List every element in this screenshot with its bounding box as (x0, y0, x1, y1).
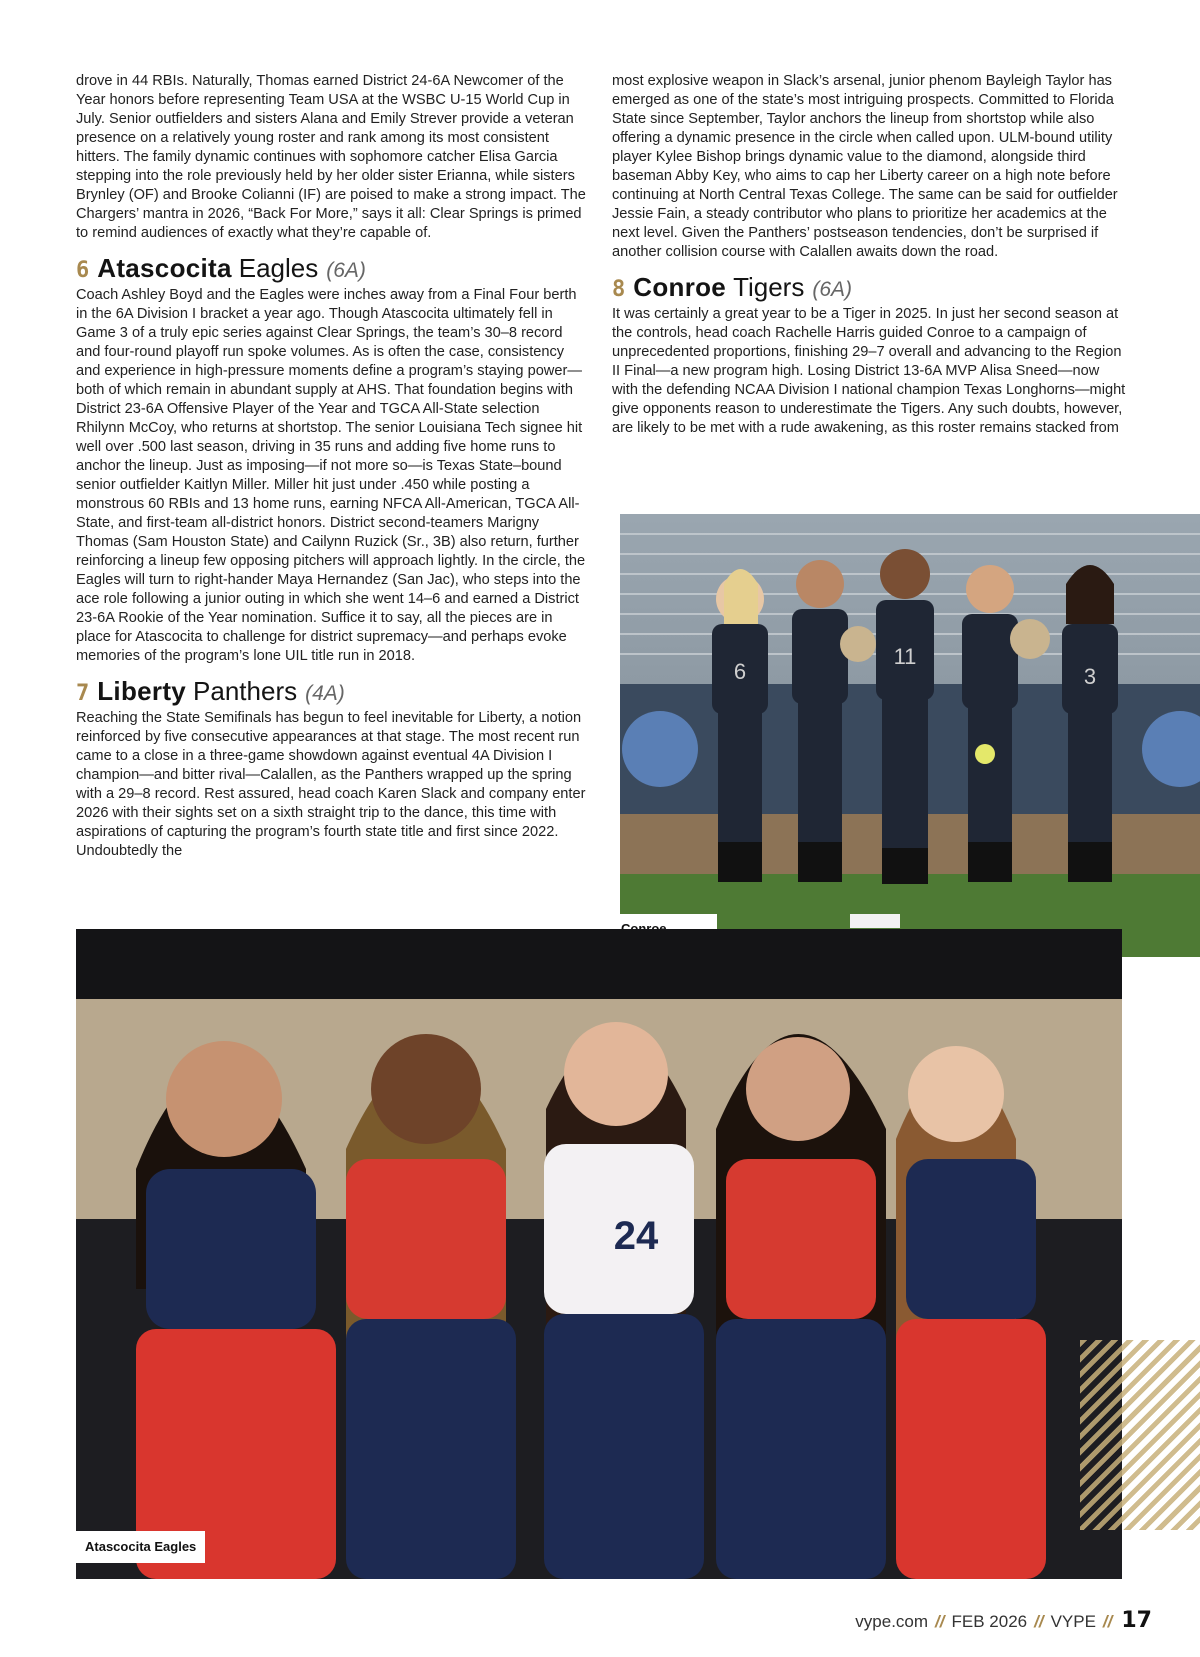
svg-text:24: 24 (613, 1214, 659, 1258)
mascot-name: Eagles (238, 253, 319, 283)
page-number: 17 (1121, 1608, 1152, 1633)
section-body-liberty: Reaching the State Semifinals has begun to feel inevitable for Liberty, a notion reinforced by five consecutive appearances at that stage. The most recent run came to a close in a three-game showdown against eventual 4A Division I champion—and bitter rival—Calallen, as the Panthers wrapped up the spring with a 29–8 record. Rest assured, head coach Karen Slack and company enter 2026 with their sights set on a sixth straight trip to the dance, this time with aspirations of capturing the program’s fourth state title and first since 2022. Undoubtedly the (76, 710, 586, 859)
footer-separator: // (935, 1612, 945, 1631)
atascocita-photo-illustration (76, 929, 1122, 1579)
section-body-conroe: It was certainly a great year to be a Tiger in 2025. In just her second season at the controls, head coach Rachelle Harris guided Conroe to a campaign of unprecedented proportions, finishing 29–7 overall and advancing to the Region II Final—a new program high. Losing District 13-6A MVP Alisa Sneed—now with the defending NCAA Division I national champion Texas Longhorns—might give opponents reason to underestimate the Tigers. Any such doubts, however, are likely to be met with a rude awakening, as this roster remains stacked from (612, 306, 1126, 436)
svg-text:6: 6 (733, 659, 747, 684)
atascocita-team-photo (76, 929, 1122, 1579)
rank-number: 8 (612, 277, 626, 302)
division-label: (6A) (326, 259, 366, 282)
section-heading-liberty (76, 676, 588, 709)
rank-number: 6 (76, 258, 90, 283)
conroe-team-photo (620, 514, 1200, 957)
school-name: Conroe (633, 272, 727, 302)
footer-separator: // (1034, 1612, 1044, 1631)
footer-issue: FEB 2026 (951, 1612, 1028, 1631)
mascot-name: Panthers (193, 676, 298, 706)
footer-brand: VYPE (1050, 1612, 1096, 1631)
section-body-atascocita: Coach Ashley Boyd and the Eagles were inches away from a Final Four berth in the 6A Division I bracket a year ago. Though Atascocita ultimately fell in Game 3 of a truly epic series against Clear Springs, the team’s 30–8 record and four-round playoff run spoke volumes. As is often the case, consistency and experience in high-pressure moments define a program’s staying power—both of which remain in abundant supply at AHS. That foundation begins with District 23-6A Offensive Player of the Year and TGCA All-State selection Rhilynn McCoy, who returns at shortstop. The senior Louisiana Tech signee hit well over .500 last season, driving in 35 runs and adding five home runs to anchor the lineup. Just as imposing—if not more so—is Texas State–bound senior outfielder Kaitlyn Miller. Miller hit just under .450 while posting a monstrous 60 RBIs and 13 home runs, earning NFCA All-American, TGCA All-State, and first-team all-district honors. District second-teamers Marigny Thomas (Sam Houston State) and Cailynn Ruzick (Sr., 3B) also return, further reinforcing a lineup few opposing pitchers will approach lightly. In the circle, the Eagles will turn to right-hander Maya Hernandez (San Jac), who steps into the ace role following a junior outing in which she went 14–6 and earned a District 23-6A Rookie of the Year nomination. Suffice it to say, all the pieces are in place for Atascocita to challenge for district supremacy—and perhaps evoke memories of the program’s lone UIL title run in 2018. (76, 287, 586, 664)
player-figures (136, 1022, 1046, 1579)
division-label: (4A) (305, 682, 345, 705)
division-label: (6A) (812, 278, 853, 301)
continued-paragraph: most explosive weapon in Slack’s arsenal, junior phenom Bayleigh Taylor has emerged as one of the state’s most intriguing prospects. Committed to Florida State since September, Taylor anchors the lineup from shortstop while also offering a dynamic presence in the circle when called upon. ULM-bound utility player Kylee Bishop brings dynamic value to the diamond, alongside third baseman Abby Key, who aims to cap her Liberty career on a high note before continuing at North Central Texas College. The same can be said for outfielder Jessie Fain, a steady contributor who plans to prioritize her academics at the next level. Given the Panthers’ postseason tendencies, don’t be surprised if another collision course with Calallen awaits down the road. (612, 73, 1118, 260)
svg-text:11: 11 (893, 644, 917, 669)
conroe-photo-illustration (620, 514, 1200, 957)
section-heading-atascocita (76, 253, 588, 286)
school-name: Liberty (97, 676, 187, 706)
mascot-name: Tigers (733, 272, 805, 302)
decorative-stripes (1080, 1340, 1200, 1530)
school-name: Atascocita (97, 253, 232, 283)
right-column (612, 72, 1127, 438)
photo-caption-atascocita: Atascocita Eagles (76, 1531, 205, 1563)
svg-text:3: 3 (1083, 664, 1097, 689)
left-column (76, 72, 588, 861)
page-footer (855, 1608, 1152, 1633)
intro-paragraph: drove in 44 RBIs. Naturally, Thomas earned District 24-6A Newcomer of the Year honors before representing Team USA at the WSBC U-15 World Cup in July. Senior outfielders and sisters Alana and Emily Strever provide a veteran presence on a relatively young roster and rank among its most consistent hitters. The family dynamic continues with sophomore catcher Elisa Garcia stepping into the role previously held by her older sister Erianna, while sisters Brynley (OF) and Brooke Colianni (IF) are poised to make a strong impact. The Chargers’ mantra in 2026, “Back For More,” says it all: Clear Springs is primed to remind audiences of exactly what they’re capable of. (76, 73, 586, 241)
section-heading-conroe (612, 272, 1127, 305)
footer-site: vype.com (855, 1612, 929, 1631)
footer-separator: // (1102, 1612, 1113, 1631)
rank-number: 7 (76, 681, 90, 706)
